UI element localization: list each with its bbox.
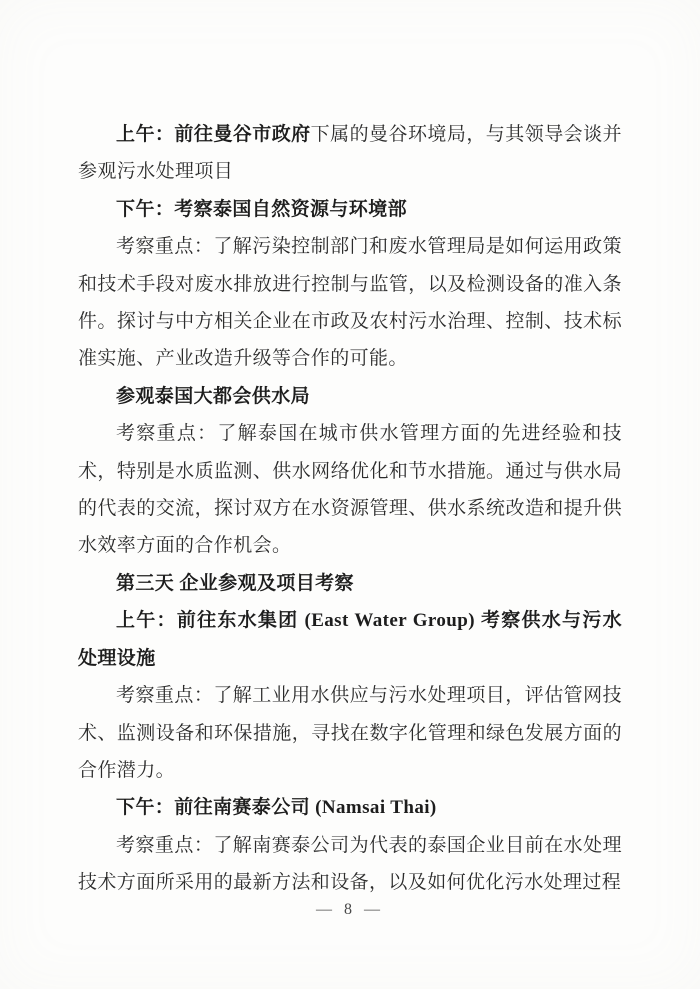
heading-day2-afternoon: 下午：考察泰国自然资源与环境部	[116, 198, 408, 220]
paragraph-day2-morning-lead: 上午：前往曼谷市政府	[116, 124, 311, 145]
heading-day3-morning: 上午：前往东水集团 (East Water Group) 考察供水与污水处理设施	[78, 610, 622, 669]
heading-day3-afternoon: 下午：前往南赛泰公司 (Namsai Thai)	[116, 797, 437, 819]
paragraph-focus-namsai: 考察重点：了解南赛泰公司为代表的泰国企业目前在水处理技术方面所采用的最新方法和设备，以及如何优化污水处理过程	[78, 834, 622, 894]
paragraph-day2-morning	[78, 116, 622, 191]
heading-mwa-visit: 参观泰国大都会供水局	[116, 385, 311, 407]
paragraph-day2-morning-rest: 下属的曼谷环境局，与其领导会谈并参观污水处理项目	[78, 124, 622, 183]
page-number: — 8 —	[316, 901, 384, 918]
document-body	[78, 116, 622, 902]
paragraph-focus-east-water: 考察重点：了解工业用水供应与污水处理项目，评估管网技术、监测设备和环保措施，寻找在数字化管理和绿色发展方面的合作潜力。	[78, 685, 622, 781]
paragraph-focus-environment-ministry: 考察重点：了解污染控制部门和废水管理局是如何运用政策和技术手段对废水排放进行控制与监管，以及检测设备的准入条件。探讨与中方相关企业在市政及农村污水治理、控制、技术标准实施、产业改造升级等合作的可能。	[78, 236, 622, 370]
heading-day3: 第三天 企业参观及项目考察	[116, 572, 354, 594]
paragraph-focus-water-authority: 考察重点：了解泰国在城市供水管理方面的先进经验和技术，特别是水质监测、供水网络优化和节水措施。通过与供水局的代表的交流，探讨双方在水资源管理、供水系统改造和提升供水效率方面的合作机会。	[78, 423, 622, 557]
